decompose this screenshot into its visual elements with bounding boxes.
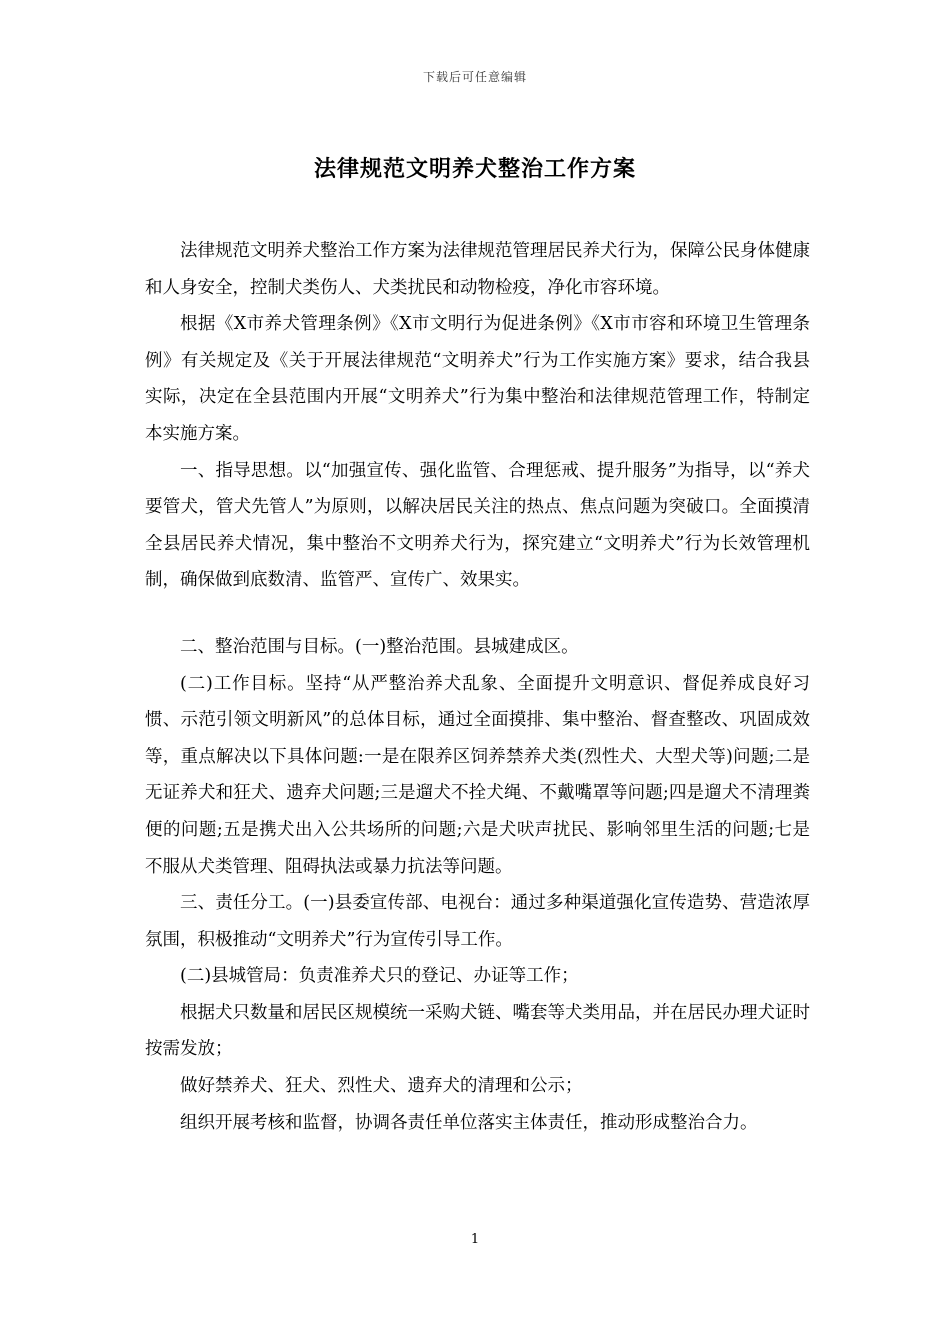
paragraph-guiding-ideology: 一、指导思想。以“加强宣传、强化监管、合理惩戒、提升服务”为指导，以“养犬要管犬，管犬先管人”为原则，以解决居民关注的热点、焦点问题为突破口。全面摸清全县居民养犬情况，集中整治不文明养犬行为，探究建立“文明养犬”行为长效管理机制，确保做到底数清、监管严、宣传广、效果实。 [145,460,810,591]
paragraph-urban-management: (二)县城管局：负责准养犬只的登记、办证等工作； [180,966,579,987]
page-number: 1 [470,1232,480,1247]
paragraph-goals: (二)工作目标。坚持“从严整治养犬乱象、全面提升文明意识、督促养成良好习惯、示范引领文明新风”的总体目标，通过全面摸排、集中整治、督查整改、巩固成效等，重点解决以下具体问题:一是在限养区饲养禁养犬类(烈性犬、大型犬等)问题;二是无证养犬和狂犬、遗弃犬问题;三是遛犬不拴犬绳、不戴嘴罩等问题;四是遛犬不清理粪便的问题;五是携犬出入公共场所的问题;六是犬吠声扰民、影响邻里生活的问题;七是不服从犬类管理、阻碍执法或暴力抗法等问题。 [145,673,810,877]
paragraph-intro: 法律规范文明养犬整治工作方案为法律规范管理居民养犬行为，保障公民身体健康和人身安全，控制犬类伤人、犬类扰民和动物检疫，净化市容环境。 [145,241,810,298]
document-body [145,233,810,1141]
paragraph-responsibility: 三、责任分工。(一)县委宣传部、电视台：通过多种渠道强化宣传造势、营造浓厚氛围，积极推动“文明养犬”行为宣传引导工作。 [145,893,810,950]
paragraph-supplies: 根据犬只数量和居民区规模统一采购犬链、嘴套等犬类用品，并在居民办理犬证时按需发放； [145,1002,810,1060]
paragraph-basis: 根据《X市养犬管理条例》《X市文明行为促进条例》《X市市容和环境卫生管理条例》有关规定及《关于开展法律规范“文明养犬”行为工作实施方案》要求，结合我县实际，决定在全县范围内开展“文明养犬”行为集中整治和法律规范管理工作，特制定本实施方案。 [145,314,810,444]
paragraph-cleanup: 做好禁养犬、狂犬、烈性犬、遗弃犬的清理和公示； [180,1076,583,1097]
paragraph-supervision: 组织开展考核和监督，协调各责任单位落实主体责任，推动形成整治合力。 [180,1112,758,1133]
document-title: 法律规范文明养犬整治工作方案 [313,156,636,182]
header-note: 下载后可任意编辑 [422,70,527,84]
paragraph-scope: 二、整治范围与目标。(一)整治范围。县城建成区。 [180,636,579,657]
